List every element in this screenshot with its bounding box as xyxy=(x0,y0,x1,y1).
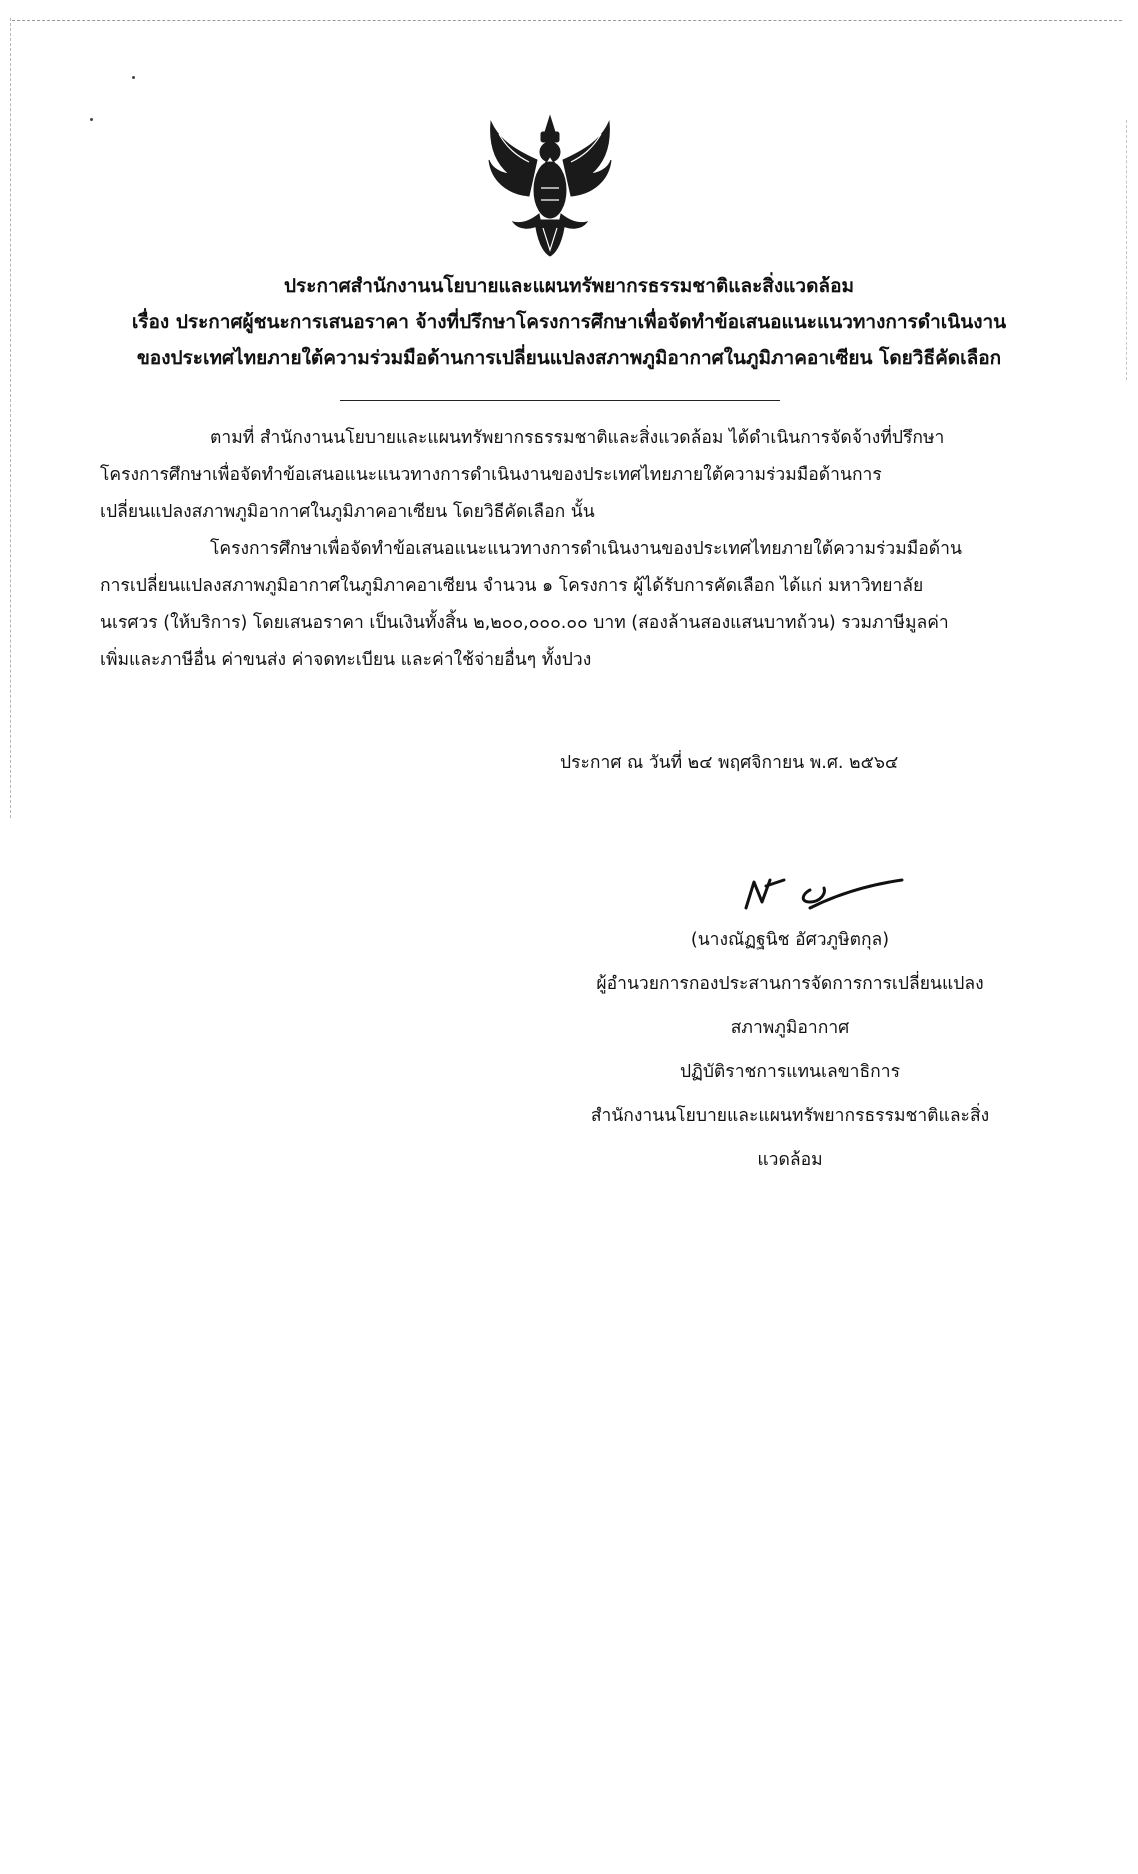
scan-edge-top xyxy=(12,20,1122,21)
signatory-position: สำนักงานนโยบายและแผนทรัพยากรธรรมชาติและสิ่ง xyxy=(590,1106,990,1126)
paragraph-line: การเปลี่ยนแปลงสภาพภูมิอากาศในภูมิภาคอาเซียน จำนวน ๑ โครงการ ผู้ได้รับการคัดเลือก ได้แก่ มหาวิทยาลัย xyxy=(100,576,924,596)
scan-speck xyxy=(90,118,93,121)
paragraph-line: โครงการศึกษาเพื่อจัดทำข้อเสนอแนะแนวทางการดำเนินงานของประเทศไทยภายใต้ความร่วมมือด้านการ xyxy=(100,465,882,485)
signatory-block xyxy=(560,918,1020,1182)
title-line-subject: เรื่อง ประกาศผู้ชนะการเสนอราคา จ้างที่ปรึกษาโครงการศึกษาเพื่อจัดทำข้อเสนอแนะแนวทางการดำเนินงาน xyxy=(131,311,1007,333)
paragraph-award xyxy=(100,531,1060,679)
signatory-position: ปฏิบัติราชการแทนเลขาธิการ xyxy=(679,1062,901,1082)
signatory-position: แวดล้อม xyxy=(757,1150,823,1170)
title-line-agency: ประกาศสำนักงานนโยบายและแผนทรัพยากรธรรมชาติและสิ่งแวดล้อม xyxy=(283,275,855,297)
paragraph-background xyxy=(100,420,1060,531)
handwritten-signature xyxy=(740,868,910,918)
announcement-date: ประกาศ ณ วันที่ ๒๔ พฤศจิกายน พ.ศ. ๒๕๖๔ xyxy=(560,753,899,773)
document-title xyxy=(80,268,1058,376)
title-line-subject-cont: ของประเทศไทยภายใต้ความร่วมมือด้านการเปลี่ยนแปลงสภาพภูมิอากาศในภูมิภาคอาเซียน โดยวิธีคัดเลือก xyxy=(136,347,1002,369)
title-divider xyxy=(340,400,780,401)
scan-speck xyxy=(132,76,135,79)
signatory-position: ผู้อำนวยการกองประสานการจัดการการเปลี่ยนแปลง xyxy=(596,974,984,994)
signatory-name: (นางณัฏฐนิช อัศวภูษิตกุล) xyxy=(690,930,890,950)
paragraph-line: โครงการศึกษาเพื่อจัดทำข้อเสนอแนะแนวทางการดำเนินงานของประเทศไทยภายใต้ความร่วมมือด้าน xyxy=(210,539,962,559)
paragraph-line: เปลี่ยนแปลงสภาพภูมิอากาศในภูมิภาคอาเซียน โดยวิธีคัดเลือก นั้น xyxy=(100,502,595,522)
scan-edge-right xyxy=(1126,120,1127,380)
signatory-position: สภาพภูมิอากาศ xyxy=(730,1018,850,1038)
paragraph-line: ตามที่ สำนักงานนโยบายและแผนทรัพยากรธรรมชาติและสิ่งแวดล้อม ได้ดำเนินการจัดจ้างที่ปรึกษา xyxy=(210,428,945,448)
paragraph-line: นเรศวร (ให้บริการ) โดยเสนอราคา เป็นเงินทั้งสิ้น ๒,๒๐๐,๐๐๐.๐๐ บาท (สองล้านสองแสนบาทถ้วน) รวมภาษีมูลค่า xyxy=(100,613,949,633)
garuda-emblem-icon xyxy=(485,110,615,260)
scan-edge-left xyxy=(10,18,11,818)
document-body xyxy=(100,420,1060,679)
paragraph-line: เพิ่มและภาษีอื่น ค่าขนส่ง ค่าจดทะเบียน และค่าใช้จ่ายอื่นๆ ทั้งปวง xyxy=(100,650,592,670)
